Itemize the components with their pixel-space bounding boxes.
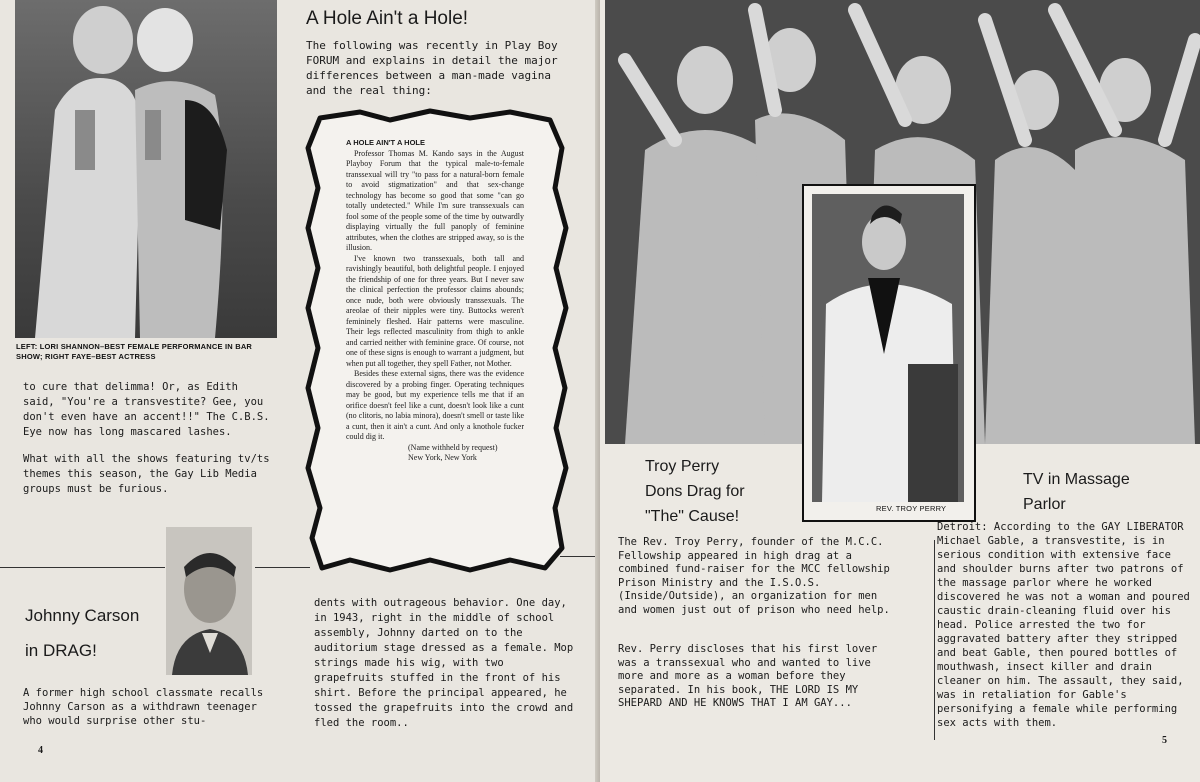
clip-paragraph-3: Besides these external signs, there was the evidence discovered by a probing finger. Operating techniques may be good, but my experience tells me that if an orifice doesn't feel like a cunt, doesn't look like a cunt (no clitoris, no labia minora), doesn't smell or taste like a cunt, then it ain't a cunt. And only a knothole fucker could dig it. [346,369,524,441]
perry-inset-photo-art [812,194,964,502]
right-page [600,0,1200,782]
perry-headline-1: Troy Perry [645,458,720,475]
perry-headline-3: "The" Cause! [645,508,740,525]
massage-body: Detroit: According to the GAY LIBERATOR Michael Gable, a transvestite, is in serious condition with extensive face and shoulder burns after two patrons of the massage parlor where he worked discovered he was not a woman and poured caustic drain-cleaning fluid over his head. Police arrested the two for aggravated battery after they stripped and beat Gable, then poured bottles of mouthwash, insect killer and drain cleaner on him. The assault, they said, was in retaliation for Gable's personifying a female while performing sex acts with them. [937,521,1190,729]
carson-portrait [166,527,252,675]
clipping-text [346,138,524,464]
section-rule-left-a [0,567,165,568]
perry-inset-caption: REV. TROY PERRY [876,504,947,513]
right-page-number: 5 [1162,735,1167,746]
massage-headline-1: TV in Massage [1023,471,1130,488]
clip-paragraph-2: I've known two transsexuals, both tall and ravishingly beautiful, both delightful people. I enjoyed the friendship of one for three years. But I never saw the clinical perfection the professor claims abounds; once nude, both were obviously transsexuals. The areolae of their nipples were tiny. Buttocks weren't femininely fleshed. Hair patterns were masculine. Their legs reflected masculinity from thigh to ankle and carried neither with feminine grace. Of course, not one of these signs is enough to warrant a judgment, but when put all together, they spell Father, not Mother. [346,253,524,368]
massage-headline-2: Parlor [1023,496,1066,513]
perry-paragraph-2: Rev. Perry discloses that his first lover was a transsexual who and wanted to live more and more as a woman before they separated. In his book, THE LORD IS MY SHEPARD AND HE KNOWS THAT I AM GAY... [618,643,878,709]
clip-title: A HOLE AIN'T A HOLE [346,138,426,147]
carson-intro: A former high school classmate recalls Johnny Carson as a withdrawn teenager who would surprise other stu- [23,687,264,727]
left-page-number: 4 [38,745,43,756]
section-rule-left-b [255,567,310,568]
clip-signature-1: (Name withheld by request) [408,442,498,452]
carson-continuation: dents with outrageous behavior. One day, in 1943, right in the middle of school assembly, Johnny darted on to the auditorium stage dressed as a female. Mop strings made his wig, with two grapefruits stuffed in the front of his shirt. Before the principal appeared, he tossed the grapefruits into the crowd and fled the room.. [314,597,574,729]
section-rule-left-c [560,556,600,557]
carson-headline-1: Johnny Carson [25,606,140,625]
carson-headline-2: in DRAG! [25,641,97,660]
perry-paragraph-1: The Rev. Troy Perry, founder of the M.C.C. Fellowship appeared in high drag at a combined fund-raiser for the MCC fellowship Prison Ministry and the I.S.O.S. (Inside/Outside), an organization for men and women just out of prison who need help. [618,536,890,616]
clip-paragraph-1: Professor Thomas M. Kando says in the August Playboy Forum that the typical male-to-female transsexual will try "to pass for a natural-born female to avoid stigmatization" and that sex-change technology has become so good that some "can go totally undetected." While I'm sure transsexuals can fool some of the people some of the time by outwardly displaying virtually the full panoply of feminine attributes, when the clothes are stripped away, so is the illusion. [346,148,524,252]
drag-paragraph-2: What with all the shows featuring tv/ts themes this season, the Gay Lib Media groups must be furious. [23,453,270,495]
drag-paragraph-1: to cure that delimma! Or, as Edith said, "You're a transvestite? Gee, you don't even have an accent!!" The C.B.S. Eye now has long mascared lashes. [23,381,270,438]
hole-headline: A Hole Ain't a Hole! [306,8,469,29]
hole-intro: The following was recently in Play Boy FORUM and explains in detail the major differences between a man-made vagina and the real thing: [306,39,558,97]
carson-portrait-art [166,527,252,675]
column-divider [934,540,935,740]
awards-photo-art [15,0,277,338]
perry-headline-2: Dons Drag for [645,483,745,500]
photo-caption: LEFT: LORI SHANNON–BEST FEMALE PERFORMANCE IN BAR SHOW; RIGHT FAYE–BEST ACTRESS [16,342,253,361]
perry-inset-frame [802,184,976,522]
awards-photo [15,0,277,338]
perry-inset-photo [812,194,964,502]
clip-signature-2: New York, New York [408,453,477,462]
